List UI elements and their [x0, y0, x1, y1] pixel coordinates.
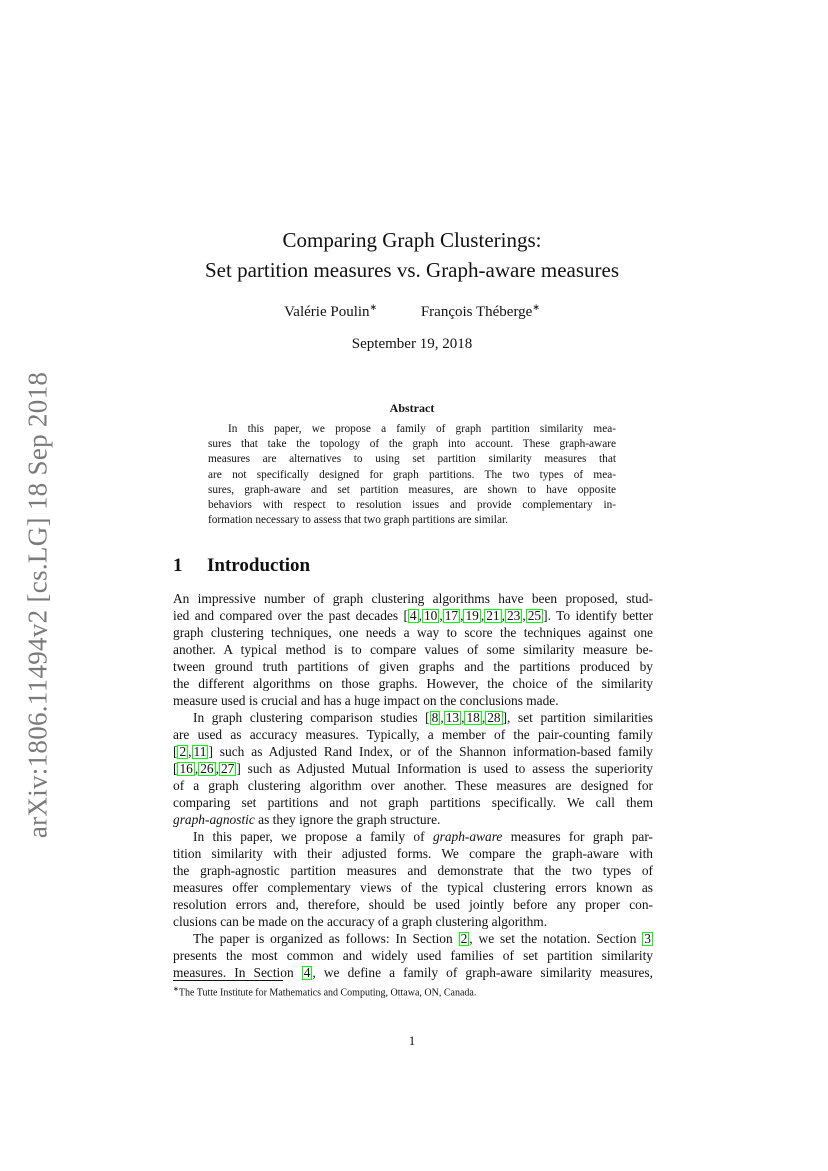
body-line: ied and compared over the past decades [ 4 , 10 , 17 , 19 , 21 , 23 , 25 ]. To identify better	[173, 608, 653, 623]
author-1	[284, 302, 377, 321]
footnote-divider	[173, 980, 283, 981]
body-text	[173, 590, 653, 981]
abstract-body	[208, 422, 616, 528]
citation-link[interactable]: 16	[179, 761, 193, 776]
body-line: [ 16 , 26 , 27 ] such as Adjusted Mutual Information is used to assess the superiority	[173, 761, 653, 776]
abstract-line: are not specifically designed for graph partitions. The two types of mea-	[208, 468, 616, 481]
citation-link[interactable]: 2	[179, 744, 187, 759]
text-run: , we set the notation. Section	[469, 931, 643, 946]
abstract-line: In this paper, we propose a family of graph partition similarity mea-	[228, 423, 616, 435]
affiliation-mark: ∗	[532, 302, 540, 312]
body-line: the different algorithms on those graphs. However, the choice of the similarity	[173, 676, 653, 691]
text-run: ] such as Adjusted Rand Index, or of the Shannon information-based family	[208, 744, 653, 759]
body-line: [ 2 , 11 ] such as Adjusted Rand Index, or of the Shannon information-based family	[173, 744, 653, 759]
text-run: ], set partition similarities	[502, 710, 653, 725]
citation-link[interactable]: 23	[506, 608, 521, 623]
citation-link[interactable]: 25	[527, 608, 542, 623]
citation-link[interactable]: 19	[465, 608, 479, 623]
author-name: François Théberge	[420, 304, 533, 320]
body-line: In graph clustering comparison studies [ 8 , 13 , 18 , 28 ], set partition similarities	[193, 710, 653, 725]
emphasis: graph-aware	[432, 829, 503, 844]
body-line: measures offer complementary views of the typical clustering errors known as	[173, 880, 653, 895]
text-run: ]. To identify better	[543, 608, 653, 623]
body-line	[173, 828, 653, 845]
body-line: resolution errors and, therefore, should be used jointly before any proper con-	[173, 897, 653, 912]
citation-link[interactable]: 18	[466, 710, 480, 725]
body-line: comparing set partitions and not graph partitions specifically. We call them	[173, 795, 653, 810]
abstract-line: behaviors with respect to resolution issues and provide complementary in-	[208, 499, 616, 512]
body-line: tition similarity with their adjusted forms. We compare the graph-aware with	[173, 846, 653, 861]
citation-link[interactable]: 13	[445, 710, 460, 725]
body-line: An impressive number of graph clustering algorithms have been proposed, stud-	[173, 591, 653, 606]
text-run: In this paper, we propose a family of	[193, 829, 433, 844]
paper-title-line-1: Comparing Graph Clusterings:	[282, 228, 542, 252]
body-line: of a graph clustering algorithm over another. These measures are designed for	[173, 778, 653, 793]
arxiv-id-text: arXiv:1806.11494v2 [cs.LG] 18 Sep 2018	[22, 371, 53, 839]
body-line: presents the most common and widely used families of set partition similarity	[173, 948, 653, 963]
citation-link[interactable]: 26	[200, 761, 214, 776]
text-run: as they ignore the graph structure.	[254, 812, 441, 827]
page-number: 1	[408, 1033, 416, 1048]
section-number: 1	[173, 555, 183, 576]
citation-link[interactable]: 27	[220, 761, 235, 776]
citation-link[interactable]: 21	[486, 608, 500, 623]
abstract-heading: Abstract	[389, 401, 435, 415]
citation-link[interactable]: 11	[193, 744, 207, 759]
author-2	[421, 302, 540, 321]
section-link[interactable]: 2	[460, 931, 468, 946]
section-heading	[173, 555, 310, 577]
text-run: [	[173, 744, 178, 759]
body-line: are used as accuracy measures. Typically, a member of the pair-counting family	[173, 727, 653, 742]
body-line: clusions can be made on the accuracy of a graph clustering algorithm.	[173, 914, 548, 929]
body-line	[173, 964, 653, 981]
text-run: The paper is organized as follows: In Section	[193, 931, 459, 946]
text-run: In graph clustering comparison studies [	[193, 710, 430, 725]
footnote-mark: ∗	[173, 985, 179, 993]
body-line: the graph-agnostic partition measures and demonstrate that the two types of	[173, 863, 653, 878]
citation-link[interactable]: 17	[444, 608, 459, 623]
body-line	[173, 811, 653, 828]
arxiv-identifier	[14, 365, 62, 845]
text-run: , we define a family of graph-aware similarity measures,	[312, 965, 653, 980]
text-run: measures. In Section	[173, 965, 302, 980]
citation-link[interactable]: 28	[487, 710, 501, 725]
section-title: Introduction	[207, 555, 311, 576]
emphasis: graph-agnostic	[173, 812, 255, 827]
footnote	[173, 985, 476, 998]
section-link[interactable]: 3	[644, 931, 651, 946]
body-line: measure used is crucial and has a huge impact on the conclusions made.	[173, 693, 559, 708]
paper-title-line-2: Set partition measures vs. Graph-aware measures	[204, 258, 620, 282]
body-line: tween ground truth partitions of given graphs and the partitions produced by	[173, 659, 653, 674]
abstract-line: sures that take the topology of the graph into account. These graph-aware	[208, 438, 616, 451]
body-line: another. A typical method is to compare values of some similarity measure be-	[173, 642, 653, 657]
affiliation-mark: ∗	[369, 302, 378, 312]
text-run: ied and compared over the past decades [	[173, 608, 408, 623]
abstract-line: measures are alternatives to using set partition similarity measures that	[208, 453, 616, 466]
text-run: ] such as Adjusted Mutual Information is used to assess the superiority	[236, 761, 653, 776]
citation-link[interactable]: 8	[431, 710, 439, 725]
body-line: graph clustering techniques, one needs a way to score the techniques against one	[173, 625, 653, 640]
author-name: Valérie Poulin	[284, 304, 370, 320]
publication-date: September 19, 2018	[351, 336, 473, 352]
section-link[interactable]: 4	[303, 965, 311, 980]
abstract-line: sures, graph-aware and set partition measures, are shown to have opposite	[208, 483, 616, 496]
text-run: measures for graph par-	[502, 829, 653, 844]
citation-link[interactable]: 4	[409, 608, 417, 623]
text-run: [	[173, 761, 178, 776]
citation-link[interactable]: 10	[423, 608, 438, 623]
footnote-text: The Tutte Institute for Mathematics and Computing, Ottawa, ON, Canada.	[178, 987, 477, 999]
body-line	[173, 930, 653, 947]
abstract-line: formation necessary to assess that two graph partitions are similar.	[208, 514, 508, 527]
author-list	[100, 302, 724, 321]
